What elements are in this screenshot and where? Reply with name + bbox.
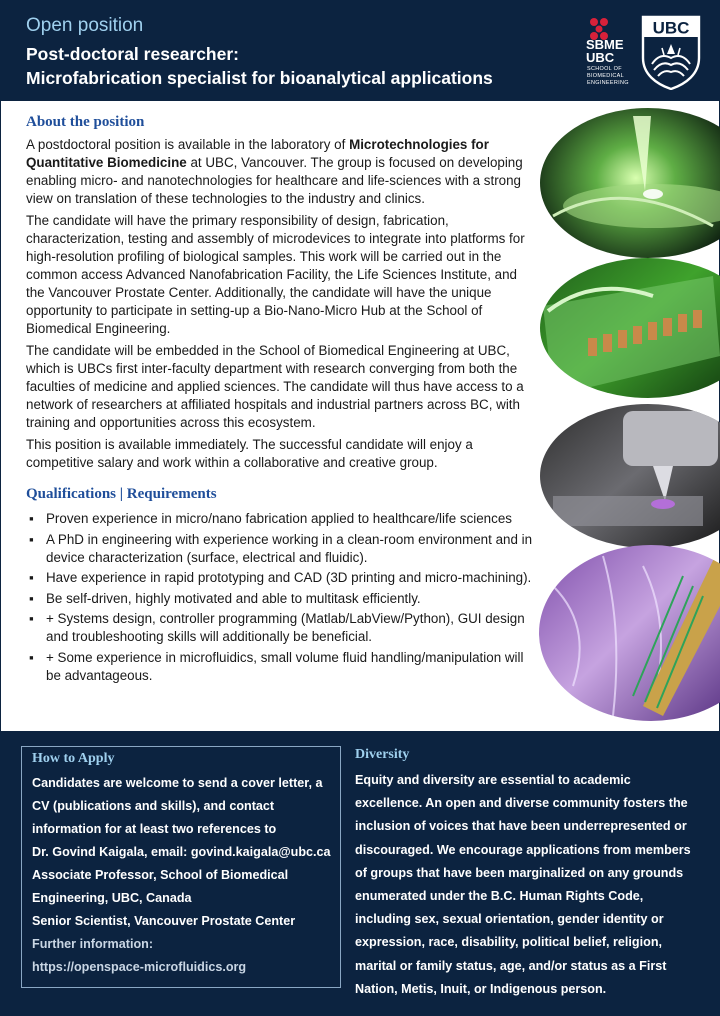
apply-intro: Candidates are welcome to send a cover letter, a CV (publications and skills), and contact information for at least two references to <box>32 776 323 836</box>
qualification-text: + Some experience in microfluidics, small volume fluid handling/manipulation will be advantageous. <box>46 649 524 683</box>
about-paragraph-3: The candidate will be embedded in the School of Biomedical Engineering at UBC, which is UBCs first inter-faculty department with research converging from both the faculties of medicine and applied sciences. The candidate will thus have access to a network of researchers at affiliated hospitals and industrial partners across BC, with training and opportunities across this ecosystem. <box>26 343 524 430</box>
header-title-line1: Post-doctoral researcher: <box>26 44 239 64</box>
header-kicker: Open position <box>26 15 144 36</box>
list-item <box>26 569 536 587</box>
chip-photo <box>533 251 720 411</box>
how-to-apply-heading: How to Apply <box>32 751 115 766</box>
sbme-sub3: ENGINEERING <box>587 80 629 86</box>
about-p1-text-b: at UBC, Vancouver. The group is focused on developing enabling micro- and nanotechnologies for healthcare and life-sciences with a strong view on translation of these technologies to the industry and clinics. <box>26 155 523 206</box>
header-title-line2: Microfabrication specialist for bioanalytical applications <box>26 68 493 88</box>
diversity-text: Equity and diversity are essential to academic excellence. An open and diverse community fosters the inclusion of voices that have been underrepresented or discouraged. We encourage applications from members of groups that have been marginalized on any grounds enumerated under the B.C. Human Rights Code, including sex, sexual orientation, gender identity or expression, race, disability, political belief, religion, marital or family status, age, and/or status as a First Nation, Metis, Inuit, or Indigenous person. <box>355 773 691 996</box>
bullet-icon: ▪ <box>29 649 34 665</box>
ubc-logo <box>640 14 702 90</box>
qualifications-list <box>26 510 536 687</box>
tissue-photo <box>533 541 720 726</box>
contact-role-2: Senior Scientist, Vancouver Prostate Center <box>32 914 296 928</box>
about-heading: About the position <box>26 114 145 130</box>
sbme-sub1: SCHOOL OF <box>587 66 622 72</box>
contact-role-1: Associate Professor, School of Biomedical Engineering, UBC, Canada <box>32 868 289 905</box>
microdevice-photo <box>533 106 720 266</box>
qualification-text: Be self-driven, highly motivated and able to multitask efficiently. <box>46 590 421 606</box>
sbme-logo-subtitle <box>587 66 629 87</box>
bullet-icon: ▪ <box>29 611 34 626</box>
qualification-text: A PhD in engineering with experience working in a clean-room environment and in device characterization (surface, electrical and fluidic). <box>46 531 533 565</box>
further-info-link[interactable]: https://openspace-microfluidics.org <box>32 960 247 974</box>
sbme-line1: SBME <box>586 37 624 52</box>
qualification-text: Have experience in rapid prototyping and CAD (3D printing and micro-machining). <box>46 570 532 585</box>
photo-column <box>533 106 720 726</box>
qualification-text: + Systems design, controller programming (Matlab/LabView/Python), GUI design and troubleshooting skills will additionally be beneficial. <box>46 611 525 644</box>
list-item <box>26 510 536 528</box>
qualifications-heading: Qualifications | Requirements <box>26 486 217 502</box>
qualification-text: Proven experience in micro/nano fabrication applied to healthcare/life sciences <box>46 511 512 526</box>
list-item <box>26 531 536 567</box>
sbme-line2: UBC <box>586 50 615 65</box>
ubc-logo-text: UBC <box>652 18 690 38</box>
about-p1-text-a: A postdoctoral position is available in the laboratory of <box>26 137 350 152</box>
about-paragraph-1 <box>26 136 536 208</box>
lab-name: Microtechnologies for Quantitative Biomedicine <box>26 137 489 170</box>
sbme-sub2: BIOMEDICAL <box>587 73 624 79</box>
how-to-apply-text <box>32 772 337 979</box>
contact-email[interactable]: Dr. Govind Kaigala, email: govind.kaigala@ubc.ca <box>32 845 331 859</box>
sbme-logo-text <box>586 38 624 64</box>
bullet-icon: ▪ <box>29 531 34 547</box>
bullet-icon: ▪ <box>29 570 34 585</box>
about-paragraph-4: This position is available immediately. The successful candidate will enjoy a competitive salary and work within a collaborative and creative group. <box>26 437 473 470</box>
further-info-label: Further information: <box>32 937 154 951</box>
about-paragraph-2: The candidate will have the primary responsibility of design, fabrication, characterization, testing and assembly of microdevices to integrate into platforms for high-resolution profiling of biological samples. This work will be carried out in the common access Advanced Nanofabrication Facility, the Life Sciences Institute, and the Vancouver Prostate Center. Additionally, the candidate will have the unique opportunity to participate in setting-up a Bio-Nano-Micro Hub at the School of Biomedical Engineering. <box>26 213 525 336</box>
bullet-icon: ▪ <box>29 590 34 606</box>
list-item <box>26 610 536 646</box>
list-item <box>26 590 536 608</box>
header-title <box>26 42 493 90</box>
bullet-icon: ▪ <box>29 511 34 526</box>
diversity-heading: Diversity <box>355 747 410 762</box>
probe-photo <box>533 401 720 561</box>
list-item <box>26 649 536 685</box>
